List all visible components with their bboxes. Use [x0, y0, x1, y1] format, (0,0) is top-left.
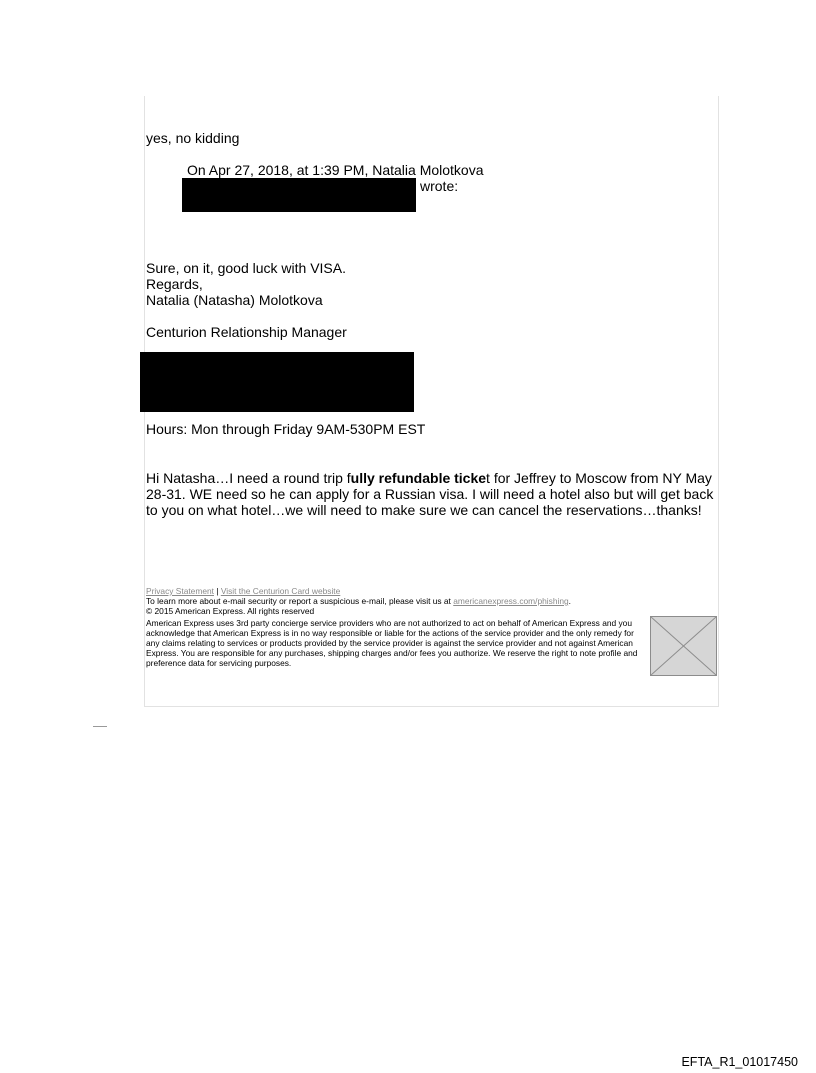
- image-placeholder-icon: [651, 617, 716, 675]
- copyright: © 2015 American Express. All rights reserved: [146, 606, 315, 616]
- signature-line-1: Sure, on it, good luck with VISA.: [146, 260, 346, 276]
- footer-separator: |: [213, 586, 221, 596]
- reply-text: yes, no kidding: [146, 130, 240, 146]
- phishing-link[interactable]: americanexpress.com/phishing: [453, 596, 569, 606]
- message-part-1: Hi Natasha…I need a round trip f: [146, 470, 351, 486]
- footer-links: [146, 586, 646, 596]
- privacy-link[interactable]: Privacy Statement: [146, 586, 214, 596]
- redaction-contact: [140, 352, 414, 412]
- footer: [146, 586, 646, 616]
- redaction-email: [182, 178, 416, 212]
- signature-hours: Hours: Mon through Friday 9AM-530PM EST: [146, 421, 426, 437]
- security-line: [146, 596, 646, 606]
- quote-header-wrote: wrote:: [420, 178, 459, 194]
- message-bold: ully refundable ticke: [350, 470, 487, 486]
- security-text: To learn more about e-mail security or report a suspicious e-mail, please visit us at: [146, 596, 454, 606]
- signature-line-3: Natalia (Natasha) Molotkova: [146, 292, 323, 308]
- disclaimer: American Express uses 3rd party concierge service providers who are not authorized to act on behalf of American Express and you acknowledge that American Express is in no way responsible or liable for the actions of the service provider and the only remedy for any claims relating to services or products provided by the service provider is against the service provider and not against American Express. You are responsible for any purchases, shipping charges and/or fees you authorize. We reserve the right to note profile and preference data for servicing purposes.: [146, 618, 638, 668]
- centurion-link[interactable]: Visit the Centurion Card website: [220, 586, 341, 596]
- stray-mark: [93, 720, 107, 727]
- broken-image-icon: [650, 616, 717, 676]
- bates-number: EFTA_R1_01017450: [681, 1055, 798, 1069]
- quote-header-line1: On Apr 27, 2018, at 1:39 PM, Natalia Molotkova: [187, 162, 484, 178]
- message-part-2: t for Jeffrey to Moscow from NY May 28-31. WE need so he can apply for a Russian visa. I will need a hotel also but will get back to you on what hotel…we will need to make sure we can cancel the reservations…thanks!: [146, 470, 714, 518]
- signature-line-2: Regards,: [146, 276, 203, 292]
- signature-title: Centurion Relationship Manager: [146, 324, 347, 340]
- security-end: .: [568, 596, 571, 606]
- original-message: [146, 470, 718, 518]
